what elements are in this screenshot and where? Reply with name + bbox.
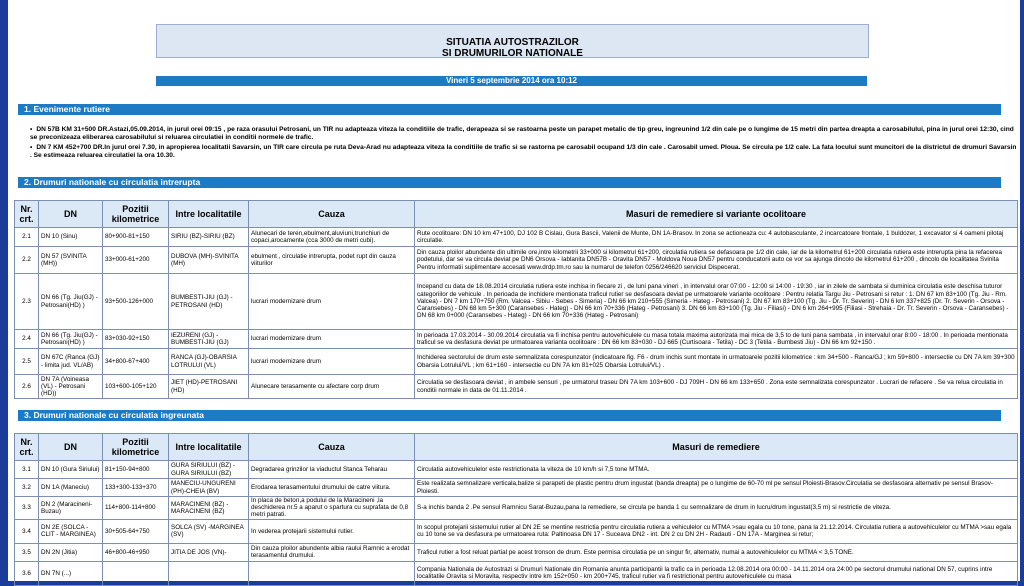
col-header-measures: Masuri de remediere xyxy=(415,434,1018,461)
cell-dn: DN 2 (Maracineni-Buzau) xyxy=(39,497,103,520)
table-row xyxy=(15,274,1018,330)
cell-km: 93+500-126+000 xyxy=(103,274,169,330)
cell-cause: Din cauza ploilor abundente albia raului Ramnic a erodat terasamentul drumului. xyxy=(249,543,415,561)
cell-km: 114+800-114+800 xyxy=(103,497,169,520)
vertical-scrollbar[interactable] xyxy=(1020,0,1024,581)
page xyxy=(8,0,1020,581)
cell-localities: JIET (HD)-PETROSANI (HD) xyxy=(169,375,249,399)
table-row xyxy=(15,479,1018,497)
cell-dn: DN 1A (Maneciu) xyxy=(39,479,103,497)
events-list xyxy=(30,126,1020,162)
event-item: • DN 57B KM 31+500 DR.Astazi,05.09.2014, in jurul orei 09:15 , pe raza orasului Petrosani, un TIR nu adapteaza viteza la conditiile de trafic, derapeaza si se rastoarna peste un parapet metalic de tip greu, ingreunind 1/2 din cale pe o lungime de 15 metri din partea dreapta a carosabilului, pina in jurul orei 12:30, cind se preconizeaza eliberarea carosabilului si reluarea circulatiei in conditii normele de trafic. xyxy=(30,126,1020,141)
cell-km: 83+030-92+150 xyxy=(103,330,169,349)
cell-km: 46+800-46+950 xyxy=(103,543,169,561)
cell-measures: Din cauza ploilor abundente din ultimile ore,intre kilometrii 33+000 si kilometrul 61+200, circulatia rutiera se defasoara pe 1/2 din cale, iar de la kilometrul 61+200 circulatia rutiera este intrerupta pina la refacerea podetului, dar se va circula deviat pe DN6 Orsova - Iablanita DN57B - Oravita DN57 - Moldova Noua DN57 pentru conducatorii auto ce vor sa ajunga dincolo de kilometrul 61+200 , dincolo de localitatea Svinita Pentru informatii suplimentare accesati www.drdp.tm.ro sau la numarul de telefon 0256/246620 serviciul Dispecerat. xyxy=(415,247,1018,274)
congested-roads-table xyxy=(14,433,1018,586)
cell-dn: DN 7A (Voineasa (VL) - Petrosani (HD)) xyxy=(39,375,103,399)
title-line-1: SITUATIA AUTOSTRAZILOR xyxy=(446,37,579,48)
col-header-measures: Masuri de remediere si variante ocolitoare xyxy=(415,201,1018,228)
cell-nr: 2.6 xyxy=(15,375,39,399)
cell-measures: Este realizata semnalizare verticala,balize si parapeti de plastic pentru drum ingustat (banda dreapta) pe o lungime de 60-70 ml pe sensul Ploiesti-Brasov.Circulatia se desfasoara alternativ pe sensul Brasov-Ploiesti. xyxy=(415,479,1018,497)
table-row xyxy=(15,461,1018,479)
cell-localities: RANCA (GJ)-OBARSIA LOTRULUI (VL) xyxy=(169,349,249,375)
col-header-localities: Intre localitatile xyxy=(169,434,249,461)
table-row xyxy=(15,349,1018,375)
cell-localities: DUBOVA (MH)-SVINITA (MH) xyxy=(169,247,249,274)
col-header-cause: Cauza xyxy=(249,201,415,228)
cell-measures: Compania Nationala de Autostrazi si Drumuri Nationale din Romania anunta participantii la trafic ca in perioada 12.08.2014 ora 00:00 - 14.11.2014 ora 24:00 pe sectorul drumului national DN 57, cuprins intre localitatile Oravita si Moravita, respectiv intre km 152+050 - km 200+745, traficul rutier va fi restrictionat pentru autovehiculele cu masa xyxy=(415,561,1018,585)
cell-km: 34+800-67+400 xyxy=(103,349,169,375)
page-title xyxy=(156,24,869,58)
cell-nr: 3.2 xyxy=(15,479,39,497)
cell-measures: In perioada 17.03.2014 - 30.09.2014 circulatia va fi inchisa pentru autovehiculele cu masa totala maxima autorizata mai mica de 3,5 to de luni pana sambata , in intervalul orar 8:00 - 18:00 . In perioada mentionata traficul se va desfasura deviat pe urmatoarea varianta ocolitoare : DN 66 km 83+030 - DJ 665 (Curtisoara - Tetila) - DC 3 (Tetila - Bumbesti Jiu) - DN 66 km 92+150 . xyxy=(415,330,1018,349)
cell-localities: SOLCA (SV) -MARGINEA (SV) xyxy=(169,519,249,543)
cell-dn: DN 2N (Jitia) xyxy=(39,543,103,561)
table-row xyxy=(15,375,1018,399)
col-header-km: Pozitii kilometrice xyxy=(103,201,169,228)
cell-dn: DN 10 (Gura Siriului) xyxy=(39,461,103,479)
table-row xyxy=(15,247,1018,274)
cell-measures: Traficul rutier a fost reluat partial pe acest tronson de drum. Este permisa circulatia pe un singur fir, alternativ, numai a autovehiculelor cu MTMA < 3,5 TONE. xyxy=(415,543,1018,561)
cell-nr: 3.3 xyxy=(15,497,39,520)
col-header-cause: Cauza xyxy=(249,434,415,461)
title-line-2: SI DRUMURILOR NATIONALE xyxy=(442,48,583,59)
section-congested-header: 3. Drumuri nationale cu circulatia ingreunata xyxy=(18,410,1001,421)
cell-km: 33+000-61+200 xyxy=(103,247,169,274)
col-header-nr: Nr. crt. xyxy=(15,201,39,228)
cell-nr: 3.4 xyxy=(15,519,39,543)
cell-km: 30+505-64+750 xyxy=(103,519,169,543)
cell-km: 103+600-105+120 xyxy=(103,375,169,399)
cell-measures: Rute ocolitoare: DN 10 km 47+100, DJ 102 B Cislau, Gura Bascii, Valenii de Munte, DN 1A-Brasov. In zona se actioneaza cu: 4 autobasculante, 2 incarcatoare frontale, 1 buldozer, 1 excavator si 4 oameni pilotaj circulatie. xyxy=(415,228,1018,247)
col-header-nr: Nr. crt. xyxy=(15,434,39,461)
cell-cause: In placa de beton,a podului de la Maracineni ,la deschiderea nr.5 a aparut o spartura cu suprafata de 0,8 metri patrati. xyxy=(249,497,415,520)
cell-measures: Circulatia se desfasoara deviat , in ambele sensuri , pe urmatorul traseu DN 7A km 103+600 - DJ 709H - DN 66 km 133+650 . Zona este semnalizata corespunzator . Lucrari de refacere . Se va relua circulatia in conditii normale in data de 01.11.2014 . xyxy=(415,375,1018,399)
cell-km: 133+300-133+370 xyxy=(103,479,169,497)
cell-measures: S-a inchis banda 2 .Pe sensul Ramnicu Sarat-Buzau,pana la remediere, se circula pe banda 1 cu semnalizare de drum in lucru/drum ingustat(3,5 m) si restrictie de viteza. xyxy=(415,497,1018,520)
cell-measures: Circulatia autovehiculelor este restrictionata la viteza de 10 km/h si 7,5 tone MTMA. xyxy=(415,461,1018,479)
cell-nr: 2.3 xyxy=(15,274,39,330)
cell-nr: 2.2 xyxy=(15,247,39,274)
col-header-localities: Intre localitatile xyxy=(169,201,249,228)
cell-cause: lucrari modernizare drum xyxy=(249,274,415,330)
cell-localities: IEZURENI (GJ) -BUMBESTI-JIU (GJ) xyxy=(169,330,249,349)
cell-cause: Erodarea terasamentului drumului de catre viitura. xyxy=(249,479,415,497)
col-header-dn: DN xyxy=(39,201,103,228)
section-interrupted-header: 2. Drumuri nationale cu circulatia intrerupta xyxy=(18,177,1001,188)
event-item: • DN 7 KM 452+700 DR.In jurul orei 7.30, in apropierea localitatii Savarsin, un TIR care circula pe ruta Deva-Arad nu adapteaza viteza la conditiile de trafic si se rastorna pe carosabil ocupand 1/3 din cale . Carosabil umed. Ploua. Se circula pe 1/2 cale. La fata locului sunt muncitori de la districtul de drumuri Savarsin . Se estimeaza reluarea circulatiei la ora 10.30. xyxy=(30,144,1020,159)
cell-localities: MARACINENI (BZ) -MARACINENI (BZ) xyxy=(169,497,249,520)
cell-cause: lucrari modernizare drum xyxy=(249,349,415,375)
cell-dn: DN 57 (SVINITA (MH)) xyxy=(39,247,103,274)
col-header-km: Pozitii kilometrice xyxy=(103,434,169,461)
cell-cause: In vederea protejarii sistemului rutier. xyxy=(249,519,415,543)
table-row xyxy=(15,519,1018,543)
date-banner: Vineri 5 septembrie 2014 ora 10:12 xyxy=(156,76,867,86)
cell-nr: 3.1 xyxy=(15,461,39,479)
cell-km: 81+150-94+800 xyxy=(103,461,169,479)
cell-localities: BUMBESTI-JIU (GJ) -PETROSANI (HD) xyxy=(169,274,249,330)
table-row xyxy=(15,543,1018,561)
cell-nr: 2.1 xyxy=(15,228,39,247)
cell-dn: DN 66 (Tg. Jiu(GJ) - Petrosani(HD) ) xyxy=(39,330,103,349)
cell-cause: Degradarea grinzilor la viaductul Stanca Teharau xyxy=(249,461,415,479)
cell-cause: Alunecari de teren,ebulment,aluviuni,trunchiuri de copaci,arocamente (cca 3000 de metri cubi). xyxy=(249,228,415,247)
cell-localities: JITIA DE JOS (VN)- xyxy=(169,543,249,561)
interrupted-roads-table xyxy=(14,200,1018,399)
cell-cause: Alunecare terasamente cu afectare corp drum xyxy=(249,375,415,399)
cell-nr: 3.5 xyxy=(15,543,39,561)
cell-nr: 2.5 xyxy=(15,349,39,375)
cell-localities xyxy=(169,561,249,585)
table-row xyxy=(15,228,1018,247)
cell-localities: GURA SIRIULUI (BZ) -GURA SIRIULUI (BZ) xyxy=(169,461,249,479)
col-header-dn: DN xyxy=(39,434,103,461)
cell-nr: 3.6 xyxy=(15,561,39,585)
cell-measures: Incepand cu data de 18.08.2014 circulatia rutiera este inchisa in fiecare zi , de luni pana vineri , in intervalul orar 07:00 - 12:00 si 14:00 - 19:30 , iar in zilele de sambata si duminica circulatia este deschisa tuturor categoriilor de vehicule . In perioada de inchidere mentionata traficul rutier se desfasoara deviat pe urmatoarele variante ocolitoare : Pentru relatia Targu Jiu - Petrosani si retur : 1. DN 67 km 83+100 (Tg. Jiu - Rm. Valcea) - DN 7 km 170+750 (Rm. Valcea - Sibiu - Sebes - Simeria) - DN 66 km 210+555 (Simeria - Hateg - Petrosani) 2. DN 67 km 83+100 (Tg. Jiu - Dr. Tr. Severin) - DN 6 km 337+825 (Dr. Tr. Severin - Orsova - Caransebes) - DN 68 km 5+300 (Caransebes - Hateg) - DN 66 km 70+336 (Hateg - Petrosani) 3. DN 66 km 83+100 (Tg. Jiu - Filiasi) - DN 6 km 264+995 (Filiasi - Strehaia - Dr. Tr. Severin - Orsova - Caransebes) - DN 68 km 0+000 (Caransebes - Hateg) - DN 66 km 70+336 (Hateg - Petrosani) xyxy=(415,274,1018,330)
table-row xyxy=(15,561,1018,585)
cell-dn: DN 67C (Ranca (GJ) - limita jud. VL/AB) xyxy=(39,349,103,375)
table-row xyxy=(15,330,1018,349)
cell-localities: SIRIU (BZ)-SIRIU (BZ) xyxy=(169,228,249,247)
cell-cause: ebulment , circulatie intrerupta, podet rupt din cauza viiturilor xyxy=(249,247,415,274)
cell-cause: lucrari modernizare drum xyxy=(249,330,415,349)
cell-cause xyxy=(249,561,415,585)
cell-dn: DN 2E (SOLCA - CLIT - MARGINEA) xyxy=(39,519,103,543)
section-events-header: 1. Evenimente rutiere xyxy=(18,104,1001,115)
cell-dn: DN 66 (Tg. Jiu(GJ) - Petrosani(HD) ) xyxy=(39,274,103,330)
table-row xyxy=(15,497,1018,520)
cell-km: 80+900-81+150 xyxy=(103,228,169,247)
cell-measures: Inchiderea sectorului de drum este semnalizata corespunzator (indicatoare fig. F6 - drum inchis sunt montate in urmatoarele pozitii kilometrice : km 34+500 - Ranca/GJ ; km 59+800 - intersectie cu DN 7A km 39+300 Obarsia Lotrului/VL ; km 61+160 - intersectie cu DN 7A km 81+025 Obarsia Lotrului/VL) . xyxy=(415,349,1018,375)
cell-localities: MANECIU-UNGURENI (PH)-CHEIA (BV) xyxy=(169,479,249,497)
cell-dn: DN 10 (Sinu) xyxy=(39,228,103,247)
cell-dn: DN 7N (...) xyxy=(39,561,103,585)
left-blue-border xyxy=(0,0,8,581)
cell-measures: In scopul protejarii sistemului rutier al DN 2E se mentine restrictia pentru circulatia rutiera a vehiculelor cu MTMA >sau egala cu 10 tone, pana la 21.12.2014. Circulatia rutiera a autovehiculelor cu MTMA >sau egala cu 10 tone se va desfasura pe urmatoarea ruta: Paltinoasa DN 17 - Suceava DN2 - int. DN 2 cu DN 2H - Radauti - DN 17A - Marginea si retur; xyxy=(415,519,1018,543)
cell-nr: 2.4 xyxy=(15,330,39,349)
cell-km xyxy=(103,561,169,585)
